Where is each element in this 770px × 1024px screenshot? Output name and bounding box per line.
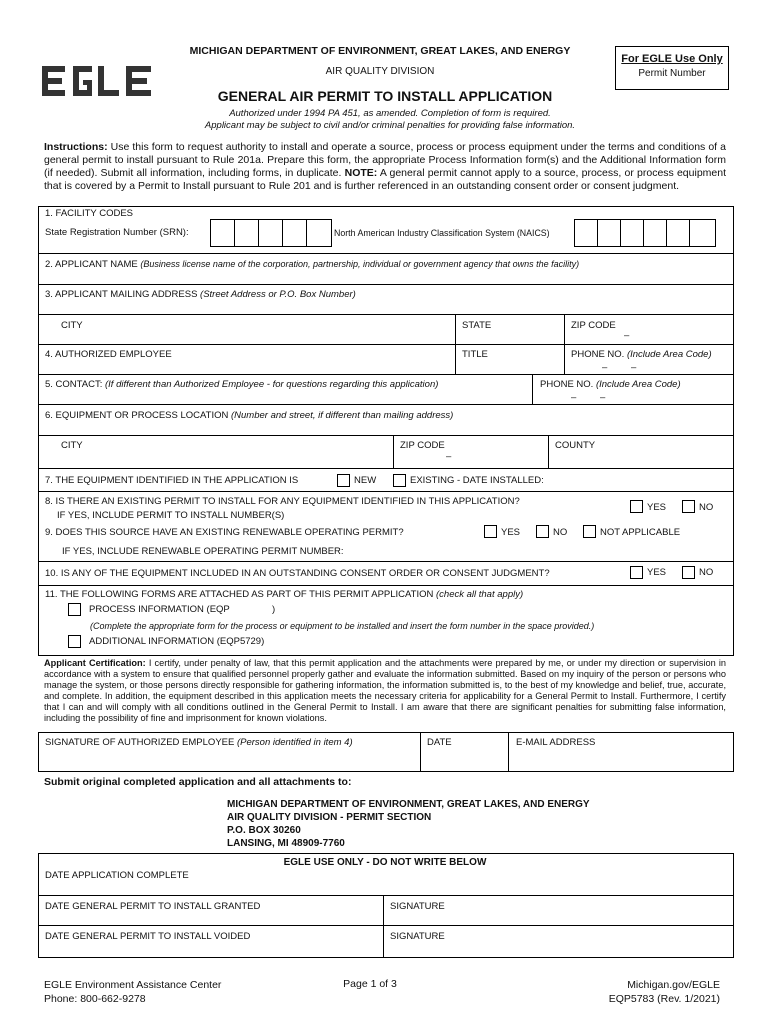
- email-label: E-MAIL ADDRESS: [516, 737, 596, 748]
- form-title: GENERAL AIR PERMIT TO INSTALL APPLICATION: [217, 88, 553, 104]
- permit-number-label: Permit Number: [638, 68, 706, 79]
- egle-use-only-title: EGLE USE ONLY - DO NOT WRITE BELOW: [283, 857, 487, 868]
- q9-na-checkbox[interactable]: [583, 525, 596, 538]
- penalty-note: Applicant may be subject to civil and/or criminal penalties for providing false information.: [204, 120, 576, 131]
- additional-info-checkbox[interactable]: [68, 635, 81, 648]
- existing-label: EXISTING - DATE INSTALLED:: [410, 475, 544, 486]
- process-info-checkbox[interactable]: [68, 603, 81, 616]
- zip-dash: –: [624, 330, 630, 341]
- location-zip-dash: –: [446, 451, 452, 462]
- mailing-zip-label: ZIP CODE: [571, 320, 616, 331]
- q9-no-checkbox[interactable]: [536, 525, 549, 538]
- naics-input[interactable]: [574, 219, 716, 247]
- note-label: NOTE:: [344, 167, 378, 179]
- srn-label: State Registration Number (SRN):: [45, 227, 189, 238]
- section-8-sub: IF YES, INCLUDE PERMIT TO INSTALL NUMBER(S): [57, 510, 285, 521]
- q9-no-label: NO: [553, 527, 568, 538]
- egle-use-title: For EGLE Use Only: [621, 53, 723, 65]
- q9-yes-label: YES: [501, 527, 521, 538]
- mailing-city-label: CITY: [61, 320, 83, 331]
- county-label: COUNTY: [555, 440, 596, 451]
- phone-label-5: PHONE NO. (Include Area Code): [540, 379, 681, 390]
- phone-dashes-4: – –: [602, 362, 637, 373]
- location-city-label: CITY: [61, 440, 83, 451]
- section-10-label: 10. IS ANY OF THE EQUIPMENT INCLUDED IN AN OUTSTANDING CONSENT ORDER OR CONSENT JUDGMENT?: [45, 568, 550, 579]
- new-label: NEW: [354, 475, 377, 486]
- q8-no-checkbox[interactable]: [682, 500, 695, 513]
- footer-contact: EGLE Environment Assistance Center Phone: 800-662-9278: [44, 979, 222, 1005]
- q8-yes-label: YES: [647, 502, 667, 513]
- certification-label: Applicant Certification:: [44, 658, 146, 668]
- submit-heading: Submit original completed application and all attachments to:: [44, 776, 352, 788]
- section-6-label: 6. EQUIPMENT OR PROCESS LOCATION (Number and street, if different than mailing address): [45, 410, 454, 421]
- section-11-instruction: (Complete the appropriate form for the process or equipment to be installed and insert the form number in the space provided.): [90, 621, 595, 631]
- date-voided-label: DATE GENERAL PERMIT TO INSTALL VOIDED: [45, 931, 251, 942]
- division-name: AIR QUALITY DIVISION: [325, 66, 435, 77]
- q8-no-label: NO: [699, 502, 714, 513]
- page-number: Page 1 of 3: [343, 978, 397, 990]
- section-5-label: 5. CONTACT: (If different than Authorized Employee - for questions regarding this application): [45, 379, 439, 390]
- section-3-label: 3. APPLICANT MAILING ADDRESS (Street Address or P.O. Box Number): [45, 289, 356, 300]
- section-11-label: 11. THE FOLLOWING FORMS ARE ATTACHED AS PART OF THIS PERMIT APPLICATION (check all that apply): [45, 589, 524, 600]
- process-info-close: ): [272, 604, 276, 615]
- granted-signature-label: SIGNATURE: [390, 901, 445, 912]
- mailing-state-label: STATE: [462, 320, 492, 331]
- egle-logo: [40, 62, 156, 100]
- q10-yes-label: YES: [647, 567, 667, 578]
- date-label: DATE: [427, 737, 452, 748]
- process-info-label: PROCESS INFORMATION (EQP: [89, 604, 230, 615]
- q9-na-label: NOT APPLICABLE: [600, 527, 681, 538]
- srn-input[interactable]: [210, 219, 332, 247]
- date-granted-label: DATE GENERAL PERMIT TO INSTALL GRANTED: [45, 901, 261, 912]
- voided-signature-label: SIGNATURE: [390, 931, 445, 942]
- q10-no-label: NO: [699, 567, 714, 578]
- section-9-sub: IF YES, INCLUDE RENEWABLE OPERATING PERMIT NUMBER:: [62, 546, 344, 557]
- instructions-label: Instructions:: [44, 141, 108, 153]
- section-9-label: 9. DOES THIS SOURCE HAVE AN EXISTING RENEWABLE OPERATING PERMIT?: [45, 527, 404, 538]
- section-4-label: 4. AUTHORIZED EMPLOYEE: [45, 349, 172, 360]
- q10-no-checkbox[interactable]: [682, 566, 695, 579]
- location-zip-label: ZIP CODE: [400, 440, 445, 451]
- additional-info-label: ADDITIONAL INFORMATION (EQP5729): [89, 636, 265, 647]
- new-checkbox[interactable]: [337, 474, 350, 487]
- section-1-label: 1. FACILITY CODES: [45, 208, 133, 219]
- q10-yes-checkbox[interactable]: [630, 566, 643, 579]
- date-complete-label: DATE APPLICATION COMPLETE: [45, 870, 189, 881]
- section-2-label: 2. APPLICANT NAME (Business license name of the corporation, partnership, individual or government agency that owns the facility): [45, 259, 580, 270]
- phone-dashes-5: – –: [571, 392, 606, 403]
- existing-checkbox[interactable]: [393, 474, 406, 487]
- signature-label: SIGNATURE OF AUTHORIZED EMPLOYEE (Person identified in item 4): [45, 737, 353, 748]
- q9-yes-checkbox[interactable]: [484, 525, 497, 538]
- naics-label: North American Industry Classification System (NAICS): [334, 228, 550, 238]
- phone-label-4: PHONE NO. (Include Area Code): [571, 349, 712, 360]
- section-8-label: 8. IS THERE AN EXISTING PERMIT TO INSTALL FOR ANY EQUIPMENT IDENTIFIED IN THIS APPLICATION?: [45, 496, 520, 507]
- footer-form-info: Michigan.gov/EGLE EQP5783 (Rev. 1/2021): [608, 979, 720, 1005]
- section-7-label: 7. THE EQUIPMENT IDENTIFIED IN THE APPLICATION IS: [45, 475, 299, 486]
- q8-yes-checkbox[interactable]: [630, 500, 643, 513]
- authority-note: Authorized under 1994 PA 451, as amended. Completion of form is required.: [229, 108, 551, 119]
- department-name: MICHIGAN DEPARTMENT OF ENVIRONMENT, GREAT LAKES, AND ENERGY: [189, 45, 571, 57]
- submit-address: MICHIGAN DEPARTMENT OF ENVIRONMENT, GREAT LAKES, AND ENERGY AIR QUALITY DIVISION - PERMIT SECTION P.O. BOX 30260 LANSING, MI 48909-7760: [227, 799, 590, 849]
- title-label: TITLE: [462, 349, 488, 360]
- instructions: Instructions: Use this form to request authority to install and operate a source, process or process equipment under the terms and conditions of a general permit to install pursuant to Rule 201a. Prepare this form, the appropriate Process Information form(s) and the Additional Information form (if needed). Submit all information, including forms, in duplicate. NOTE: A general permit cannot apply to a source, process, or process equipment that is covered by a Permit to Install pursuant to Rule 201 and is further referenced in an outstanding consent order or consent judgment.: [44, 141, 727, 192]
- applicant-certification: Applicant Certification: I certify, under penalty of law, that this permit application and the attachments were prepared by me, or under my direction or supervision in accordance with a system to ensure that qualified personnel properly gather and evaluate the information submitted. Based on my inquiry of the person or persons who manage the system, or those persons directly responsible for gathering information, the information submitted is, to the best of my knowledge and belief, true, accurate, and complete. In addition, the equipment described in this application meets the necessary criteria for applicability for a General Permit to Install. Furthermore, I certify that I can and will comply with all conditions outlined in the General Permit to Install. I am aware that there are significant penalties for submitting false information, including the possibility of fine and imprisonment for known violations.: [44, 658, 727, 723]
- egle-use-box: [615, 46, 729, 90]
